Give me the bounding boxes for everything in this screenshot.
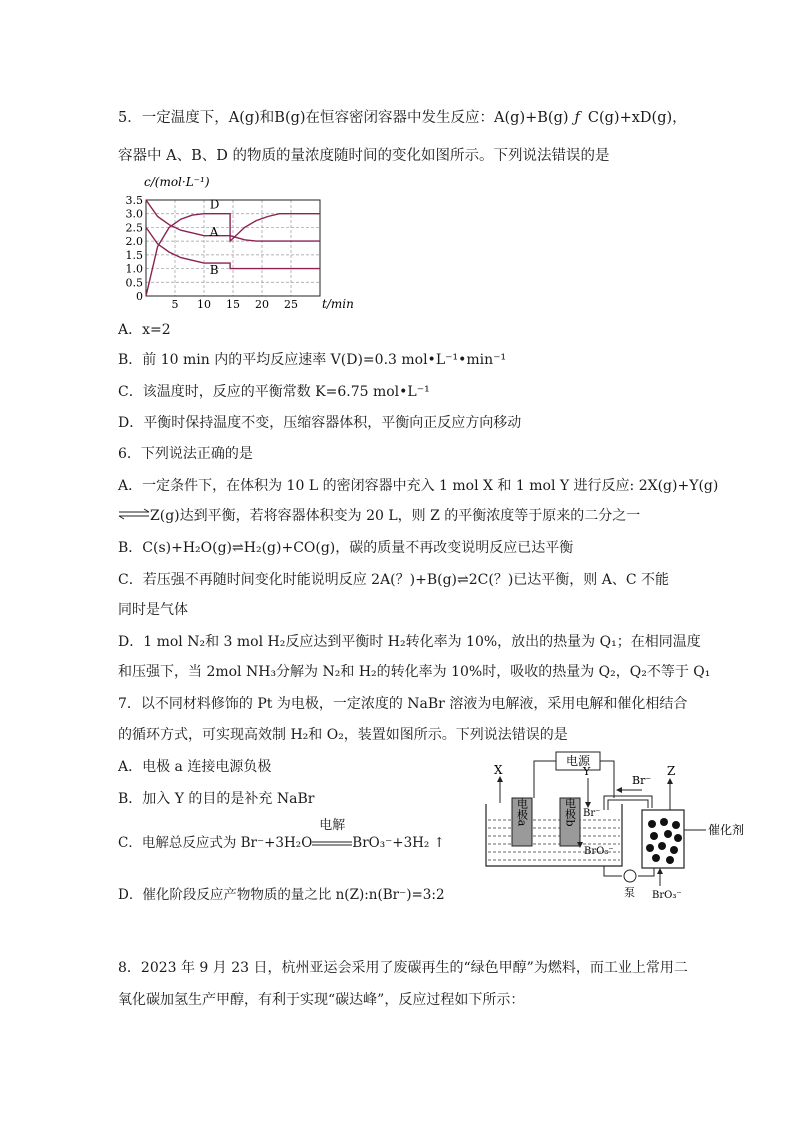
- y-tick-label: 2.0: [125, 235, 143, 249]
- y-axis-label: c/(mol·L⁻¹): [144, 175, 210, 189]
- up-arrow-icon: [657, 868, 663, 874]
- bro3-bottom-label: BrO₃⁻: [652, 890, 682, 901]
- series-label-A: A: [209, 224, 219, 239]
- y-label: Y: [583, 765, 591, 778]
- br-near-b-label: Br⁻: [583, 808, 601, 819]
- electrolysis-condition: 电解: [319, 818, 346, 833]
- equilibrium-arrow-glyph: ƒ: [574, 110, 580, 126]
- y-tick-label: 2.5: [125, 221, 143, 235]
- bro3-near-b-label: BrO₃⁻: [584, 846, 614, 857]
- q5-option-c: C．该温度时，反应的平衡常数 K=6.75 mol•L⁻¹: [118, 384, 430, 400]
- x-axis-label: t/min: [322, 297, 354, 311]
- wire-left: [534, 761, 556, 798]
- q5-option-b: B．前 10 min 内的平均反应速率 V(D)=0.3 mol•L⁻¹•min⁻¹: [118, 352, 507, 368]
- q6-option-c-line2: 同时是气体: [118, 602, 188, 618]
- series-label-D: D: [209, 197, 220, 212]
- wire-right: [600, 761, 614, 798]
- x-label: X: [494, 763, 503, 777]
- left-arrow-icon: [616, 787, 622, 793]
- pump-icon: [624, 870, 636, 882]
- q6-stem: 6．下列说法正确的是: [118, 446, 253, 462]
- x-tick-label: 10: [197, 298, 211, 311]
- q5-concentration-chart: [116, 172, 354, 311]
- q7-option-d: D．催化阶段反应产物物质的量之比 n(Z):n(Br⁻)=3:2: [118, 887, 445, 903]
- power-source-label: 电源: [565, 754, 591, 768]
- q7-option-b: B．加入 Y 的目的是补充 NaBr: [118, 791, 315, 807]
- q8-line1: 8．2023 年 9 月 23 日，杭州亚运会采用了废碳再生的“绿色甲醇”为燃料，而工业上常用二: [118, 960, 688, 976]
- z-arrowhead-icon: [667, 778, 673, 784]
- z-label: Z: [667, 764, 676, 778]
- q8-line2: 氧化碳加氢生产甲醇，有利于实现“碳达峰”，反应过程如下所示：: [118, 992, 525, 1008]
- q6-option-c-line1: C．若压强不再随时间变化时能说明反应 2A(？)+B(g)⇌2C(？)已达平衡，则 A、C 不能: [118, 572, 670, 588]
- electrolysis-apparatus-diagram: [484, 748, 754, 900]
- y-tick-label: 3.0: [125, 207, 143, 221]
- y-tick-label: 0.5: [125, 276, 143, 290]
- electrode-a-label: 电极a: [515, 797, 529, 827]
- x-tick-label: 15: [226, 298, 240, 311]
- y-tick-label: 1.5: [125, 248, 143, 262]
- q6-option-a-line1: A．一定条件下，在体积为 10 L 的密闭容器中充入 1 mol X 和 1 mol Y 进行反应: 2X(g)+Y(g): [118, 478, 719, 494]
- q5-option-d: D．平衡时保持温度不变，压缩容器体积，平衡向正反应方向移动: [118, 415, 522, 431]
- q6-option-b: B．C(s)+H₂O(g)⇌H₂(g)+CO(g)，碳的质量不再改变说明反应已达平衡: [118, 540, 574, 556]
- q7-stem-line2: 的循环方式，可实现高效制 H₂和 O₂，装置如图所示。下列说法错误的是: [118, 727, 568, 743]
- q6-option-d-line1: D．1 mol N₂和 3 mol H₂反应达到平衡时 H₂转化率为 10%，放出的热量为 Q₁；在相同温度: [118, 634, 701, 650]
- q6-option-a-line2: Z(g)达到平衡，若将容器体积变为 20 L，则 Z 的平衡浓度等于原来的二分之一: [118, 506, 640, 526]
- y-tick-label: 1.0: [125, 262, 143, 276]
- q7-option-a: A．电极 a 连接电源负极: [118, 759, 272, 775]
- q5-stem-line1: 5．一定温度下，A(g)和B(g)在恒容密闭容器中发生反应：A(g)+B(g) ƒ C(g)+xD(g)，: [118, 110, 687, 126]
- series-label-B: B: [209, 263, 219, 278]
- y-tick-label: 3.5: [125, 194, 143, 207]
- q5-stem-line2: 容器中 A、B、D 的物质的量浓度随时间的变化如图所示。下列说法错误的是: [118, 148, 610, 164]
- electrode-b-label: 电极b: [563, 797, 577, 827]
- br-top-label: Br⁻: [632, 774, 652, 787]
- equilibrium-arrow-icon: [118, 505, 150, 525]
- y-tick-label: 0: [136, 290, 143, 303]
- x-tick-label: 5: [171, 298, 179, 311]
- catalyst-label: 催化剂: [708, 823, 745, 837]
- q7-option-c: C．电解总反应式为 Br⁻+3H₂O 电解 BrO₃⁻+3H₂ ↑: [118, 818, 445, 851]
- q7-stem-line1: 7．以不同材料修饰的 Pt 为电极，一定浓度的 NaBr 溶液为电解液，采用电解和催化相结合: [118, 696, 688, 712]
- x-tick-label: 20: [255, 298, 269, 311]
- q5-option-a: A．x=2: [118, 322, 171, 338]
- x-tick-label: 25: [284, 298, 298, 311]
- q6-option-d-line2: 和压强下，当 2mol NH₃分解为 N₂和 H₂的转化率为 10%时，吸收的热量为 Q₂，Q₂不等于 Q₁: [118, 664, 711, 680]
- pump-label: 泵: [624, 886, 635, 899]
